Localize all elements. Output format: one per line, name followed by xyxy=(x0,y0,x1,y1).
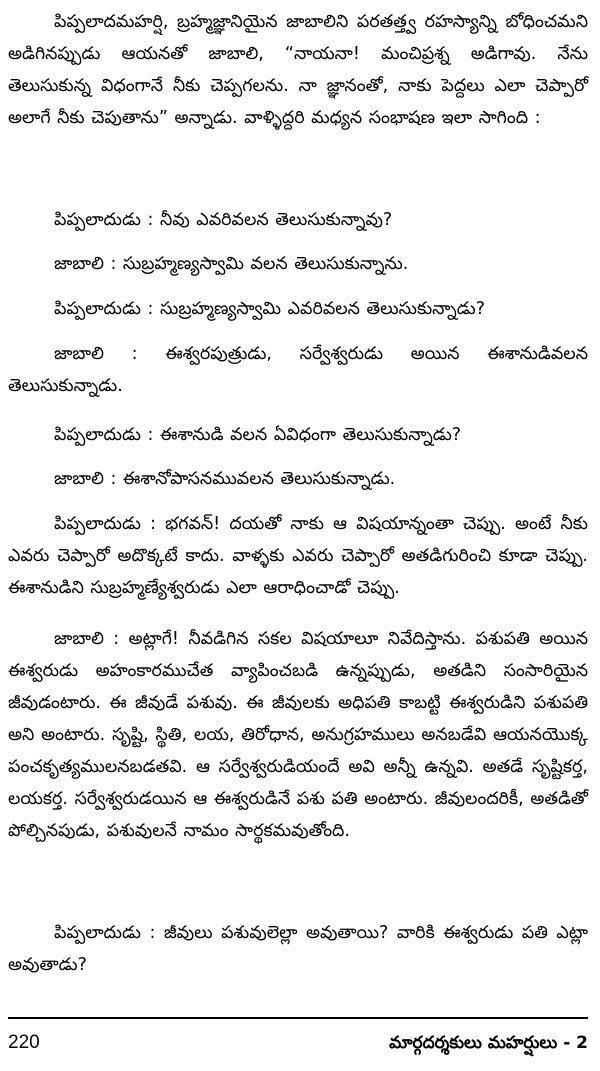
paragraph-answer-1: జాబాలి : సుబ్రహ్మణ్యస్వామి వలన తెలుసుకున్నాను. xyxy=(54,254,409,274)
paragraph-question-3: పిప్పలాదుడు : ఈశానుడి వలన ఏవిధంగా తెలుసుకున్నాడు? xyxy=(54,425,462,445)
footer-divider xyxy=(8,1017,588,1019)
paragraph-question-2: పిప్పలాదుడు : సుబ్రహ్మణ్యస్వామి ఎవరివలన తెలుసుకున్నాడు? xyxy=(54,299,486,319)
paragraph-answer-3: జాబాలి : ఈశానోపాసనమువలన తెలుసుకున్నాడు. xyxy=(54,469,396,489)
paragraph-answer-4: జాబాలి : అట్లాగే! నీవడిగిన సకల విషయాలూ నివేదిస్తాను. పశుపతి అయిన ఈశ్వరుడు అహంకారముచేత వ్యాపించబడి ఉన్నప్పుడు, అతడిని సంసారియైన జీవుడంటారు. ఈ జీవుడే పశువు. ఈ జీవులకు అధిపతి కాబట్టి ఈశ్వరుడిని పశుపతి అని అంటారు. సృష్టి, స్థితి, లయ, తిరోధాన, అనుగ్రహములు అనబడేవి ఆయనయొక్క పంచకృత్యములనబడతవి. ఆ సర్వేశ్వరుడియందే అవి అన్నీ ఉన్నవి. అతడే సృష్టికర్త, లయకర్త. సర్వేశ్వరుడయిన ఆ ఈశ్వరుడినే పశు పతి అంటారు. జీవులందరికీ, అతడితో పోల్చినపుడు, పశువులనే నామం సార్థకమవుతోంది. xyxy=(8,629,588,841)
book-page xyxy=(8,6,588,1006)
paragraph-question-5: పిప్పలాదుడు : జీవులు పశువులెల్లా అవుతాయి? వారికి ఈశ్వరుడు పతి ఎట్లా అవుతాడు? xyxy=(8,923,588,975)
paragraph-intro: పిప్పలాదమహర్షి, బ్రహ్మజ్ఞానియైన జాబాలిని పరతత్త్వ రహస్యాన్ని బోధించమని అడిగినప్పుడు ఆయనతో జాబాలి, “నాయనా! మంచిప్రశ్న అడిగావు. నేను తెలుసుకున్న విధంగానే నీకు చెప్పగలను. నా జ్ఞానంతో, నాకు పెద్దలు ఎలా చెప్పారో అలాగే నీకు చెపుతాను” అన్నాడు. వాళ్ళిద్దరి మధ్యన సంభాషణ ఇలా సాగింది : xyxy=(8,12,588,128)
running-title: మార్గదర్శకులు మహర్షులు - 2 xyxy=(389,1033,588,1053)
paragraph-question-1: పిప్పలాదుడు : నీవు ఎవరివలన తెలుసుకున్నావు? xyxy=(54,210,393,230)
page-number: 220 xyxy=(8,1032,40,1053)
paragraph-question-4: పిప్పలాదుడు : భగవన్! దయతో నాకు ఆ విషయాన్నంతా చెప్పు. అంటే నీకు ఎవరు చెప్పారో అదొక్కటే కాదు. వాళ్ళకు ఎవరు చెప్పారో అతడిగురించి కూడా చెప్పు. ఈశానుడిని సుబ్రహ్మణ్యేశ్వరుడు ఎలా ఆరాధించాడో చెప్పు. xyxy=(8,514,588,598)
page-footer xyxy=(8,1026,588,1060)
paragraph-answer-2: జాబాలి : ఈశ్వరపుత్రుడు, సర్వేశ్వరుడు అయిన ఈశానుడివలన తెలుసుకున్నాడు. xyxy=(8,344,588,396)
